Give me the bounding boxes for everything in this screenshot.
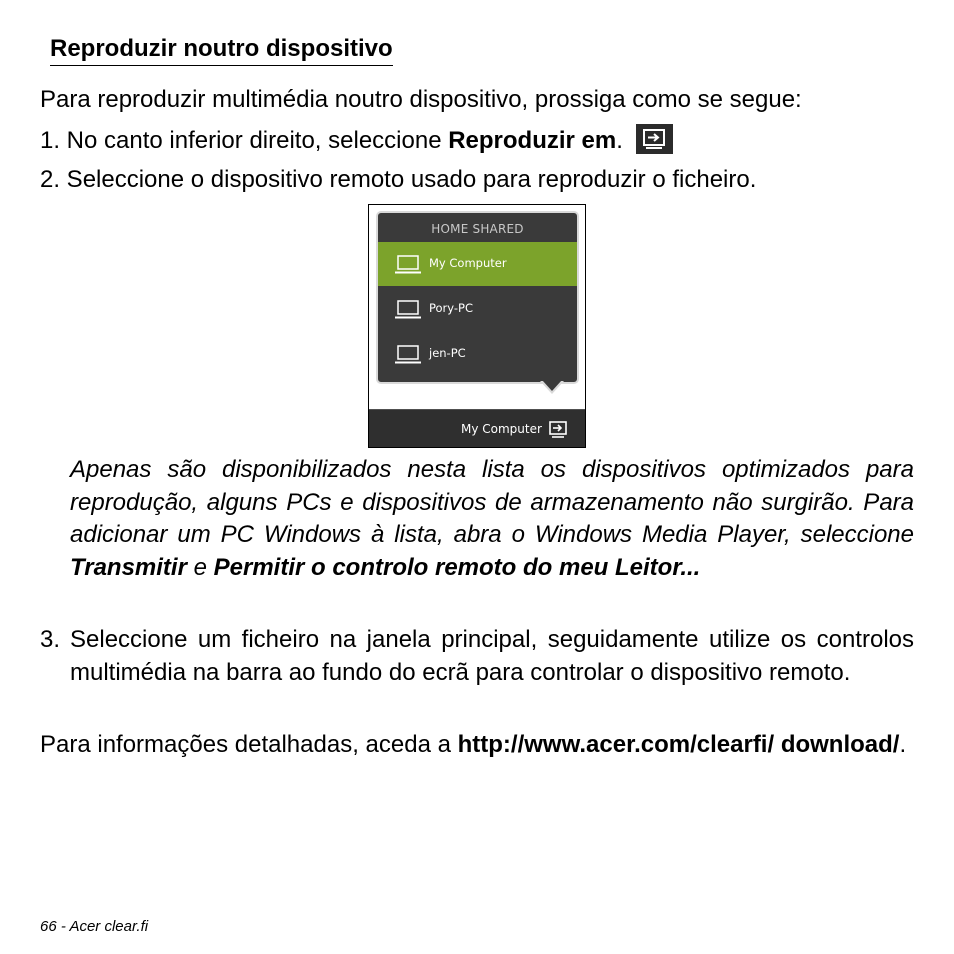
play-to-bar[interactable] — [369, 409, 585, 448]
laptop-icon — [395, 300, 421, 320]
play-to-icon — [636, 124, 673, 154]
play-to-bar-label: My Computer — [461, 422, 542, 436]
step-1-after: . — [616, 127, 623, 154]
popup-header: HOME SHARED — [431, 222, 524, 236]
device-label: My Computer — [429, 256, 507, 270]
device-popup — [376, 211, 579, 384]
page-footer: 66 - Acer clear.fi — [40, 918, 149, 935]
step-2: 2. Seleccione o dispositivo remoto usado para reproduzir o ficheiro. — [40, 166, 757, 193]
info-after: . — [899, 731, 907, 758]
note-bold-transmitir: Transmitir — [70, 553, 187, 581]
device-picker-screenshot — [368, 204, 586, 448]
intro-paragraph: Para reproduzir multimédia noutro dispositivo, prossiga como se segue: — [40, 86, 802, 113]
info-text: Para informações detalhadas, aceda a — [40, 731, 458, 758]
laptop-icon — [395, 345, 421, 365]
device-label: Pory-PC — [429, 301, 474, 315]
step-1 — [40, 124, 673, 157]
device-item-pory-pc[interactable] — [378, 287, 577, 331]
step-1-bold: Reproduzir em — [448, 127, 617, 154]
device-label: jen-PC — [429, 346, 466, 360]
note-text: Apenas são disponibilizados nesta lista os dispositivos optimizados para reprodução, alguns PCs e dispositivos de armazenamento não surgirão. Para adicionar um PC Windows à lista, abra o Windows Media Player, seleccione — [70, 456, 914, 549]
step-3-number: 3. — [40, 626, 61, 653]
note-bold-permitir: Permitir o controlo remoto do meu Leitor... — [213, 553, 701, 581]
info-link[interactable]: http://www.acer.com/clearfi/ download/ — [457, 731, 900, 758]
popup-tail-inner — [542, 380, 562, 391]
play-to-icon[interactable] — [549, 421, 569, 438]
section-heading: Reproduzir noutro dispositivo — [50, 33, 393, 66]
step-3-text: Seleccione um ficheiro na janela principal, seguidamente utilize os controlos multimédia na barra ao fundo do ecrã para controlar o dispositivo remoto. — [70, 626, 914, 686]
note-paragraph — [70, 454, 914, 584]
device-item-my-computer[interactable] — [378, 242, 577, 286]
device-item-jen-pc[interactable] — [378, 332, 577, 376]
note-mid: e — [186, 553, 214, 581]
step-1-text: 1. No canto inferior direito, seleccione — [40, 127, 449, 154]
laptop-icon — [395, 255, 421, 275]
info-paragraph — [40, 729, 914, 762]
